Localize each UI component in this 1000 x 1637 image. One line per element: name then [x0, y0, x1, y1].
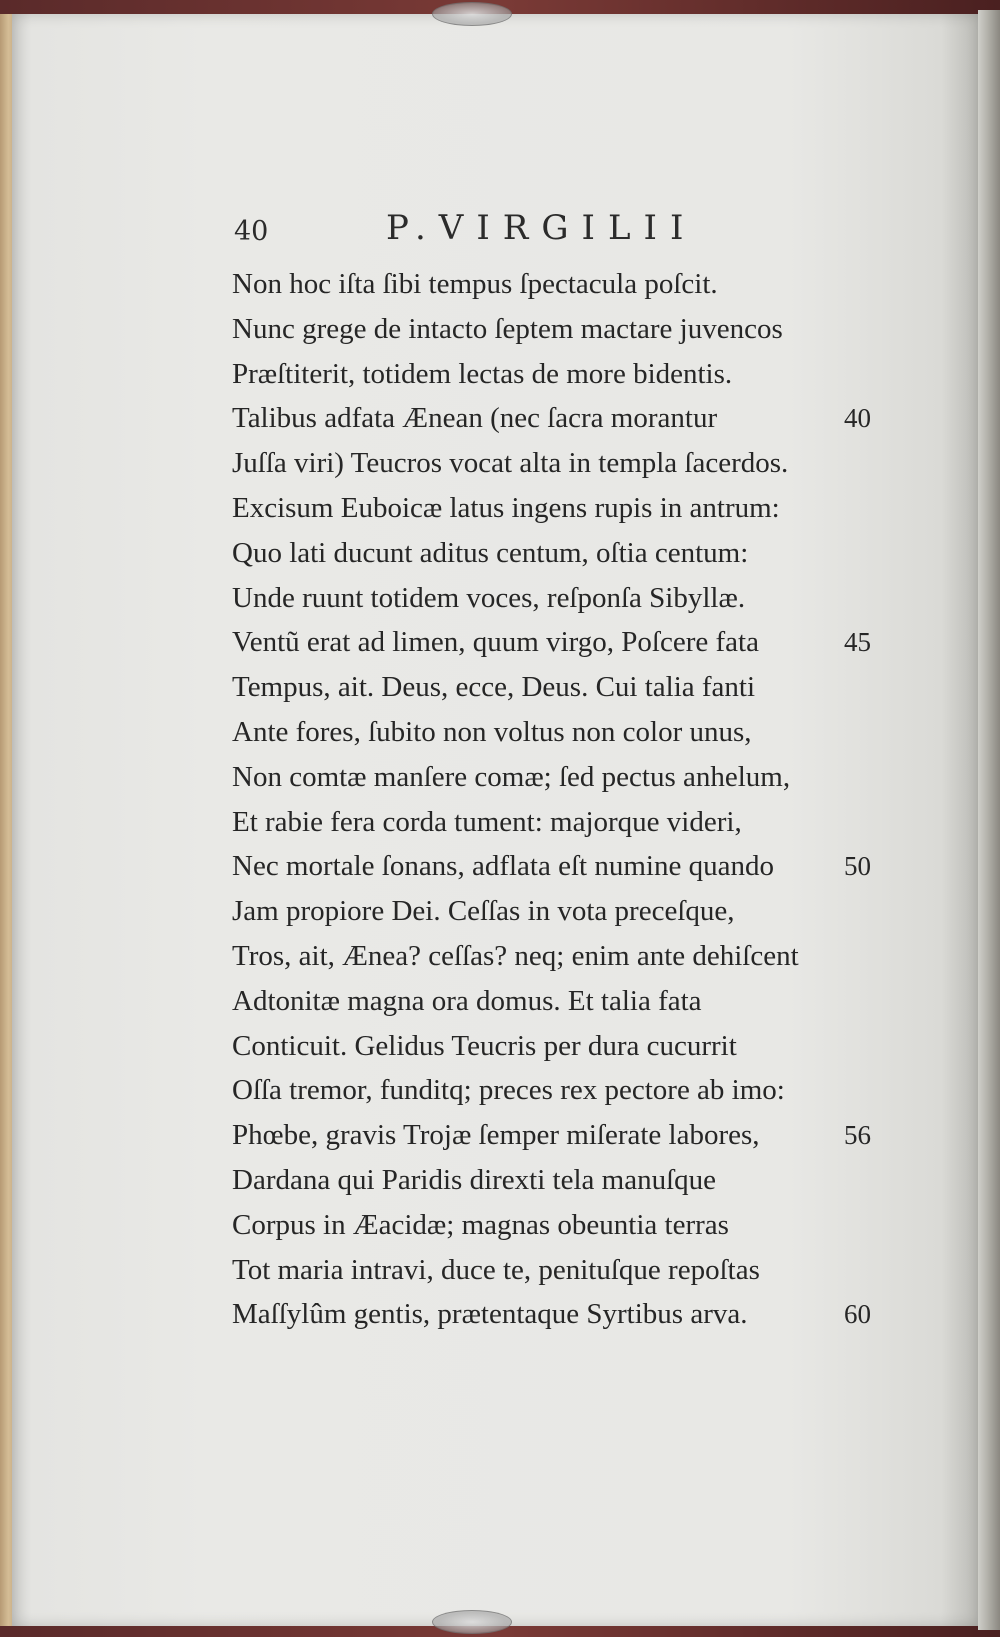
verse-line — [232, 665, 882, 710]
verse-text-block — [232, 262, 882, 1337]
verse-line — [232, 1292, 882, 1337]
page-edge-right — [978, 10, 1000, 1630]
verse-line — [232, 710, 882, 755]
verse-line-text: Phœbe, gravis Trojæ ſemper miſerate labores, — [232, 1119, 760, 1152]
verse-line-text: Talibus adfata Ænean (nec ſacra morantur — [232, 402, 718, 435]
page-number: 40 — [234, 216, 269, 247]
verse-line-text: Tot maria intravi, duce te, penituſque repoſtas — [232, 1253, 760, 1286]
verse-line-text: Juſſa viri) Teucros vocat alta in templa ſacerdos. — [232, 447, 789, 480]
line-number: 40 — [844, 403, 871, 434]
verse-line-text: Et rabie fera corda tument: majorque videri, — [232, 805, 742, 838]
verse-line-text: Conticuit. Gelidus Teucris per dura cucurrit — [232, 1029, 737, 1062]
verse-line — [232, 441, 882, 486]
verse-line-text: Ante fores, ſubito non voltus non color unus, — [232, 715, 752, 748]
verse-line — [232, 1158, 882, 1203]
line-number: 50 — [844, 851, 871, 882]
verse-line — [232, 307, 882, 352]
verse-line-text: Corpus in Æacidæ; magnas obeuntia terras — [232, 1208, 729, 1241]
verse-line-text: Unde ruunt totidem voces, reſponſa Sibyllæ. — [232, 581, 746, 614]
verse-line-text: Jam propiore Dei. Ceſſas in vota preceſque, — [232, 895, 735, 928]
line-number: 56 — [844, 1120, 871, 1151]
verse-line-text: Tros, ait, Ænea? ceſſas? neq; enim ante dehiſcent — [232, 939, 799, 972]
verse-line-text: Non comtæ manſere comæ; ſed pectus anhelum, — [232, 760, 791, 793]
verse-line — [232, 1113, 882, 1158]
verse-line — [232, 1203, 882, 1248]
verse-line — [232, 396, 882, 441]
line-number: 45 — [844, 627, 871, 658]
glass-weight-top — [432, 2, 512, 26]
verse-line-text: Adtonitæ magna ora domus. Et talia fata — [232, 984, 702, 1017]
verse-line — [232, 755, 882, 800]
verse-line — [232, 844, 882, 889]
verse-line-text: Non hoc iſta ſibi tempus ſpectacula poſcit. — [232, 268, 718, 300]
verse-line — [232, 800, 882, 845]
verse-line — [232, 531, 882, 576]
verse-line-text: Oſſa tremor, funditq; preces rex pectore ab imo: — [232, 1074, 785, 1107]
verse-line — [232, 1248, 882, 1293]
verse-line — [232, 352, 882, 397]
verse-line-text: Maſſylûm gentis, prætentaque Syrtibus arva. — [232, 1298, 748, 1331]
verse-line-text: Quo lati ducunt aditus centum, oſtia centum: — [232, 536, 749, 569]
line-number: 60 — [844, 1299, 871, 1330]
verse-line-text: Excisum Euboicæ latus ingens rupis in antrum: — [232, 491, 780, 524]
verse-line-text: Tempus, ait. Deus, ecce, Deus. Cui talia fanti — [232, 671, 756, 704]
verse-line — [232, 934, 882, 979]
verse-line-text: Præſtiterit, totidem lectas de more bidentis. — [232, 357, 733, 390]
verse-line — [232, 1068, 882, 1113]
running-head — [234, 210, 754, 250]
verse-line — [232, 262, 882, 307]
verse-line-text: Nec mortale ſonans, adflata eſt numine quando — [232, 850, 774, 883]
verse-line-text: Nunc grege de intacto ſeptem mactare juvencos — [232, 312, 783, 345]
glass-weight-bottom — [432, 1610, 512, 1634]
verse-line — [232, 979, 882, 1024]
running-title: P.VIRGILII — [386, 208, 697, 248]
verse-line-text: Dardana qui Paridis direxti tela manuſque — [232, 1163, 716, 1196]
verse-line — [232, 1024, 882, 1069]
verse-line — [232, 576, 882, 621]
verse-line — [232, 889, 882, 934]
verse-line-text: Ventũ erat ad limen, quum virgo, Poſcere fata — [232, 626, 759, 659]
verse-line — [232, 620, 882, 665]
verse-line — [232, 486, 882, 531]
